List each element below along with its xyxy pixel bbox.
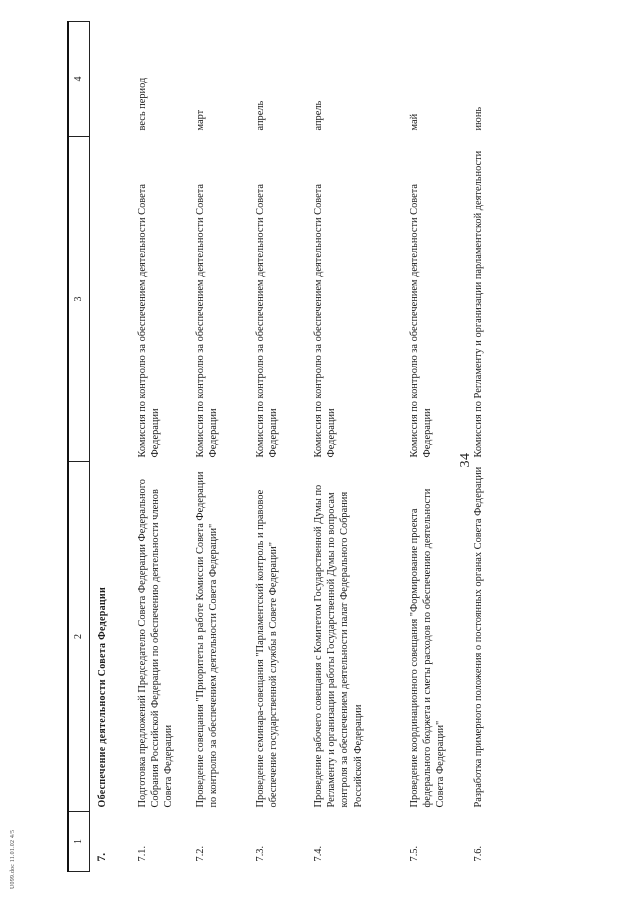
activity-cell: Проведение координационного совещания "Формирование проекта федерального бюджета и сметы расходов по обеспечению деятельности Совета Федерации" — [409, 488, 447, 808]
responsible-cell: Комиссия по контролю за обеспечением деятельности Совета Федерации — [409, 183, 434, 458]
column-header: 3 — [68, 137, 90, 462]
table-row — [312, 22, 408, 872]
activity-cell: Подготовка предложений Председателю Совета Федерации Федерального Собрания Российской Федерации по обеспечению деятельности членов Совета Федерации — [137, 479, 175, 808]
table-row — [136, 22, 194, 872]
term-cell: март — [195, 109, 206, 131]
activity-cell: Проведение семинара-совещания "Парламентский контроль и правовое обеспечение государственной службы в Совете Федерации" — [255, 489, 280, 808]
footer-code: U099.doc 11.01.02 4/5 — [10, 829, 16, 889]
row-number: 7.3. — [255, 845, 266, 862]
page-number: 34 — [458, 452, 473, 468]
term-cell: весь период — [137, 77, 148, 131]
section-heading-row — [90, 22, 137, 872]
activity-cell: Разработка примерного положения о постоянных органах Совета Федерации — [473, 466, 484, 808]
row-number: 7.2. — [195, 845, 206, 862]
responsible-cell: Комиссия по Регламенту и организации парламентской деятельности — [473, 150, 484, 458]
column-header: 1 — [68, 812, 90, 872]
section-title: Обеспечение деятельности Совета Федерации — [97, 586, 108, 808]
section-number: 7. — [96, 852, 108, 862]
plan-table — [67, 21, 518, 872]
responsible-cell: Комиссия по контролю за обеспечением деятельности Совета Федерации — [255, 183, 280, 458]
column-header: 4 — [68, 22, 90, 137]
table-row — [408, 22, 472, 872]
table-row — [194, 22, 254, 872]
responsible-cell: Комиссия по контролю за обеспечением деятельности Совета Федерации — [313, 183, 338, 458]
term-cell: июнь — [473, 106, 484, 131]
row-number: 7.5. — [409, 845, 420, 862]
table-row — [472, 22, 518, 872]
activity-cell: Проведение совещания "Приоритеты в работе Комиссии Совета Федерации по контролю за обеспечением деятельности Совета Федерации" — [195, 471, 220, 808]
row-number: 7.4. — [313, 845, 324, 862]
responsible-cell: Комиссия по контролю за обеспечением деятельности Совета Федерации — [137, 183, 162, 458]
table-row — [254, 22, 312, 872]
column-header: 2 — [68, 462, 90, 812]
row-number: 7.6. — [473, 845, 484, 862]
responsible-cell: Комиссия по контролю за обеспечением деятельности Совета Федерации — [195, 183, 220, 458]
term-cell: апрель — [255, 100, 266, 131]
term-cell: апрель — [313, 100, 324, 131]
activity-cell: Проведение рабочего совещания с Комитетом Государственной Думы по Регламенту и организации работы Государственной Думы по вопросам контроля за обеспечением деятельности палат Федерального Собрания Российской Федерации — [313, 484, 364, 808]
term-cell: май — [409, 113, 420, 131]
row-number: 7.1. — [137, 845, 148, 862]
table-header-row — [68, 22, 90, 872]
